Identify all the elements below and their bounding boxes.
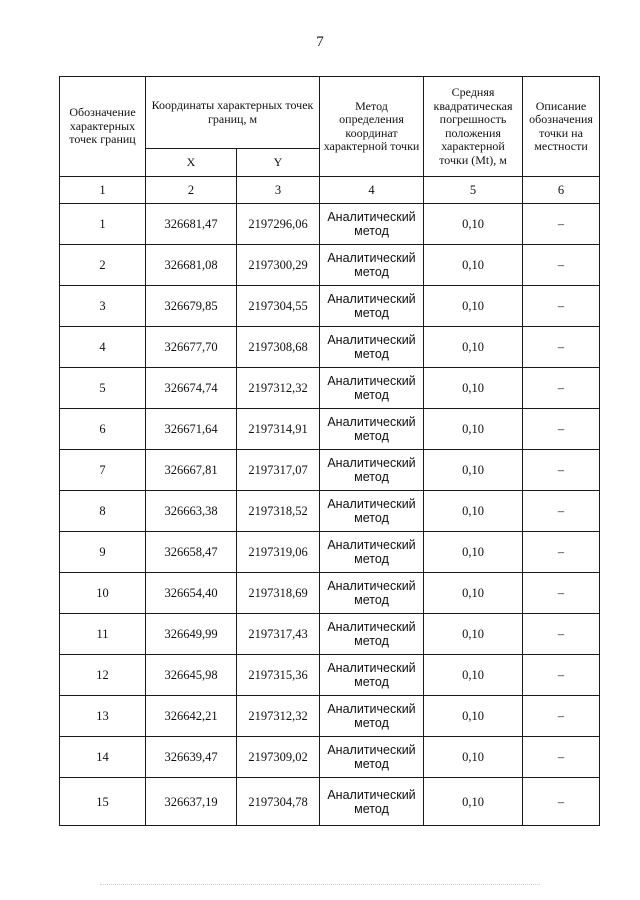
cell-description: – [523,204,600,245]
header-method: Метод определения координат характерной точки [320,77,424,177]
cell-point-number: 5 [60,368,146,409]
scan-artifact [100,884,540,889]
cell-description: – [523,532,600,573]
table-row [60,245,600,286]
cell-mean-error: 0,10 [424,737,523,778]
cell-x-coordinate: 326663,38 [146,491,237,532]
cell-x-coordinate: 326645,98 [146,655,237,696]
cell-x-coordinate: 326667,81 [146,450,237,491]
cell-description: – [523,655,600,696]
cell-point-number: 14 [60,737,146,778]
cell-x-coordinate: 326677,70 [146,327,237,368]
header-x: X [146,149,237,177]
cell-y-coordinate: 2197318,52 [237,491,320,532]
cell-x-coordinate: 326681,08 [146,245,237,286]
cell-point-number: 1 [60,204,146,245]
cell-point-number: 12 [60,655,146,696]
table-row [60,368,600,409]
table-row [60,450,600,491]
cell-y-coordinate: 2197312,32 [237,696,320,737]
table-row [60,327,600,368]
cell-description: – [523,409,600,450]
cell-y-coordinate: 2197315,36 [237,655,320,696]
boundary-points-table [59,76,600,826]
column-number: 2 [146,177,237,204]
cell-mean-error: 0,10 [424,286,523,327]
column-number: 4 [320,177,424,204]
table-row [60,532,600,573]
table-row [60,737,600,778]
column-number: 6 [523,177,600,204]
cell-x-coordinate: 326639,47 [146,737,237,778]
table-row [60,614,600,655]
cell-description: – [523,327,600,368]
cell-mean-error: 0,10 [424,245,523,286]
cell-mean-error: 0,10 [424,491,523,532]
cell-method: Аналитический метод [320,286,424,327]
table-row [60,573,600,614]
cell-description: – [523,737,600,778]
cell-point-number: 3 [60,286,146,327]
header-description: Описание обозначения точки на местности [523,77,600,177]
cell-point-number: 6 [60,409,146,450]
cell-description: – [523,450,600,491]
table-row [60,655,600,696]
cell-method: Аналитический метод [320,696,424,737]
cell-method: Аналитический метод [320,245,424,286]
cell-x-coordinate: 326674,74 [146,368,237,409]
cell-description: – [523,614,600,655]
cell-x-coordinate: 326658,47 [146,532,237,573]
cell-description: – [523,286,600,327]
cell-method: Аналитический метод [320,778,424,826]
cell-method: Аналитический метод [320,491,424,532]
cell-y-coordinate: 2197296,06 [237,204,320,245]
cell-y-coordinate: 2197308,68 [237,327,320,368]
cell-y-coordinate: 2197300,29 [237,245,320,286]
cell-method: Аналитический метод [320,614,424,655]
cell-mean-error: 0,10 [424,450,523,491]
cell-y-coordinate: 2197304,55 [237,286,320,327]
cell-mean-error: 0,10 [424,655,523,696]
cell-point-number: 9 [60,532,146,573]
cell-y-coordinate: 2197318,69 [237,573,320,614]
cell-method: Аналитический метод [320,368,424,409]
cell-description: – [523,778,600,826]
cell-description: – [523,491,600,532]
cell-x-coordinate: 326642,21 [146,696,237,737]
header-point-designation: Обозначение характерных точек границ [60,77,146,177]
column-number: 3 [237,177,320,204]
cell-point-number: 11 [60,614,146,655]
cell-y-coordinate: 2197312,32 [237,368,320,409]
cell-point-number: 13 [60,696,146,737]
table-body [60,204,600,826]
table-row [60,491,600,532]
cell-mean-error: 0,10 [424,409,523,450]
cell-mean-error: 0,10 [424,532,523,573]
cell-mean-error: 0,10 [424,327,523,368]
cell-y-coordinate: 2197309,02 [237,737,320,778]
cell-method: Аналитический метод [320,204,424,245]
cell-method: Аналитический метод [320,737,424,778]
cell-y-coordinate: 2197317,43 [237,614,320,655]
table-row [60,696,600,737]
header-coordinates: Координаты характерных точек границ, м [146,77,320,149]
cell-y-coordinate: 2197317,07 [237,450,320,491]
header-y: Y [237,149,320,177]
cell-point-number: 2 [60,245,146,286]
cell-description: – [523,696,600,737]
cell-y-coordinate: 2197314,91 [237,409,320,450]
table-row [60,204,600,245]
cell-mean-error: 0,10 [424,573,523,614]
cell-x-coordinate: 326654,40 [146,573,237,614]
cell-x-coordinate: 326679,85 [146,286,237,327]
column-number: 1 [60,177,146,204]
cell-y-coordinate: 2197304,78 [237,778,320,826]
cell-method: Аналитический метод [320,327,424,368]
cell-method: Аналитический метод [320,532,424,573]
cell-mean-error: 0,10 [424,614,523,655]
table-row [60,286,600,327]
page-number: 7 [316,34,324,50]
cell-description: – [523,245,600,286]
cell-description: – [523,573,600,614]
cell-point-number: 7 [60,450,146,491]
table-row [60,409,600,450]
column-number: 5 [424,177,523,204]
cell-y-coordinate: 2197319,06 [237,532,320,573]
header-mean-error: Средняя квадратическая погрешность положения характерной точки (Mt), м [424,77,523,177]
cell-method: Аналитический метод [320,573,424,614]
cell-description: – [523,368,600,409]
cell-x-coordinate: 326637,19 [146,778,237,826]
column-number-row [60,177,600,204]
cell-mean-error: 0,10 [424,368,523,409]
cell-method: Аналитический метод [320,450,424,491]
cell-mean-error: 0,10 [424,778,523,826]
cell-mean-error: 0,10 [424,696,523,737]
table-row [60,778,600,826]
cell-mean-error: 0,10 [424,204,523,245]
cell-x-coordinate: 326649,99 [146,614,237,655]
cell-x-coordinate: 326681,47 [146,204,237,245]
cell-method: Аналитический метод [320,409,424,450]
cell-point-number: 10 [60,573,146,614]
cell-x-coordinate: 326671,64 [146,409,237,450]
cell-point-number: 4 [60,327,146,368]
cell-method: Аналитический метод [320,655,424,696]
cell-point-number: 8 [60,491,146,532]
cell-point-number: 15 [60,778,146,826]
